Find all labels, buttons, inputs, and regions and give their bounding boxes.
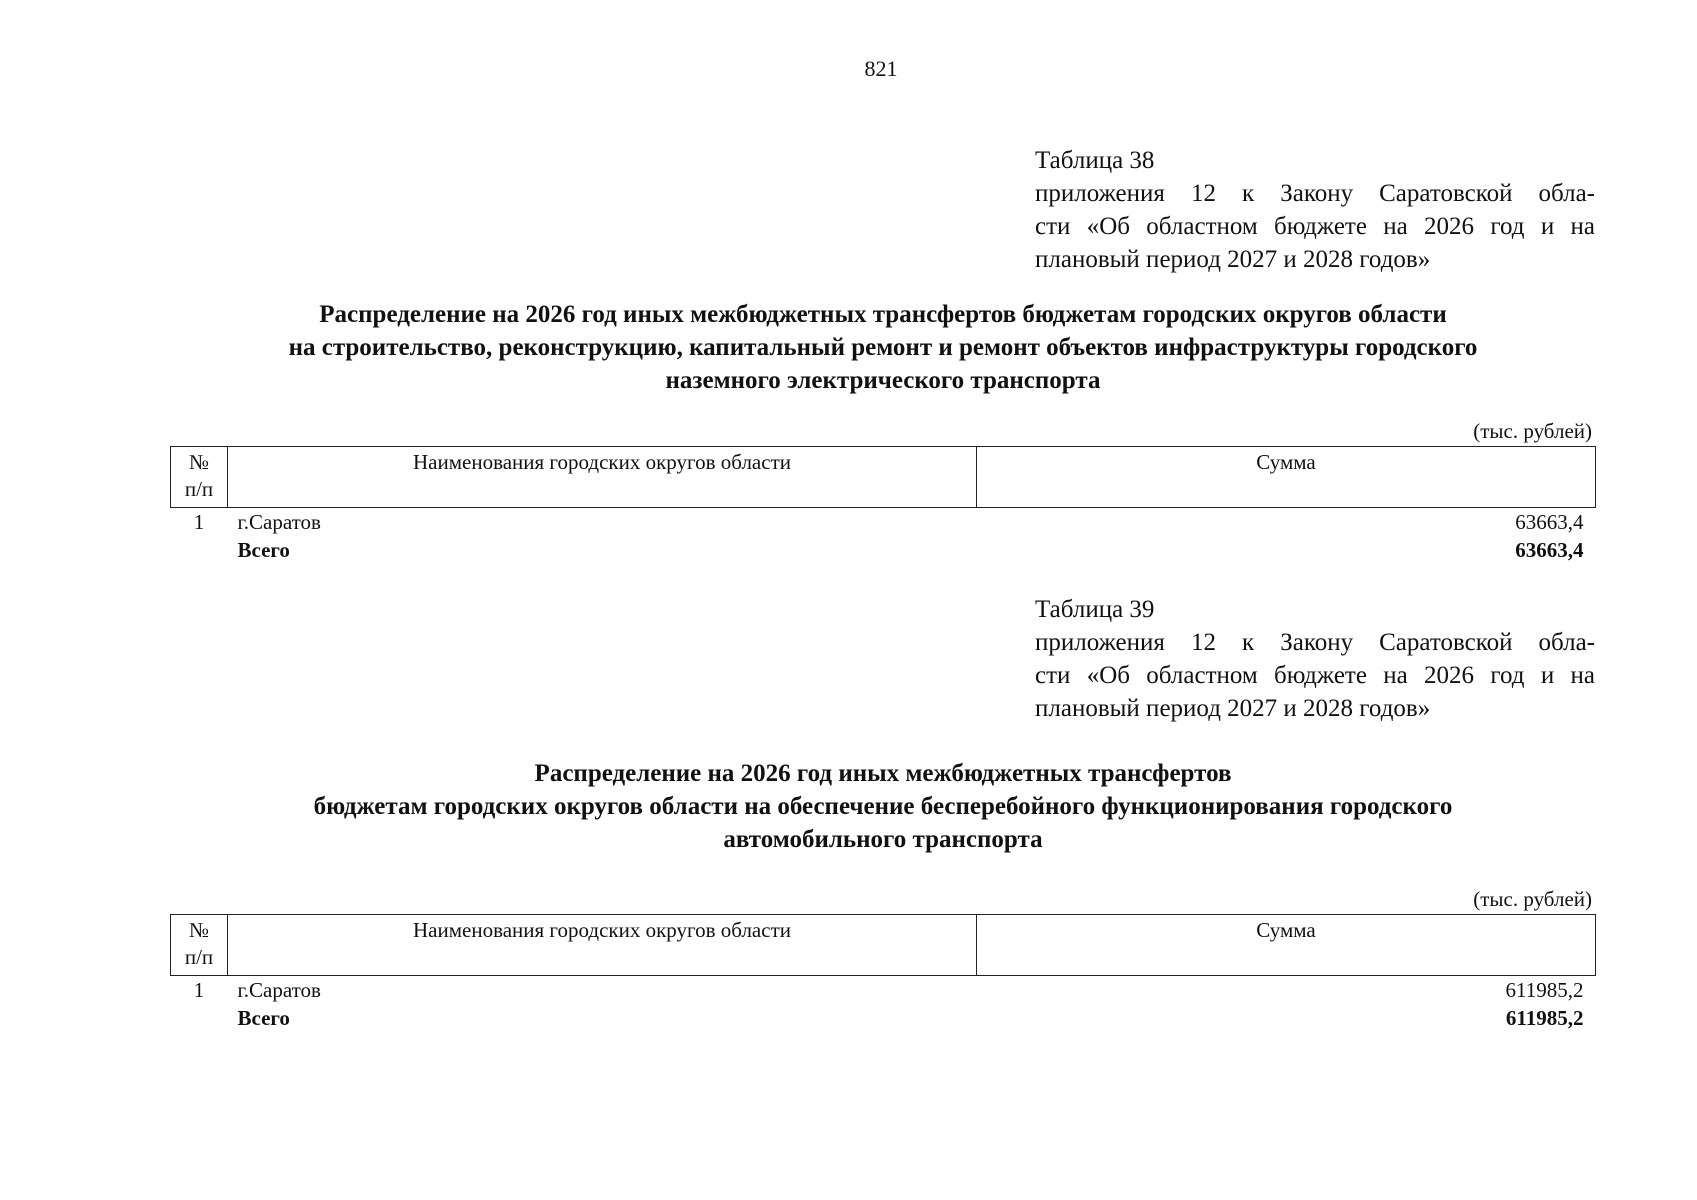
page-number: 821 xyxy=(864,56,898,81)
table-38-heading-line-1: Распределение на 2026 год иных межбюджетных трансфертов бюджетам городских округов области xyxy=(319,301,1447,328)
table-38 xyxy=(170,446,1596,564)
table-38-header-row xyxy=(171,447,1596,508)
column-header-number: № п/п xyxy=(171,915,228,976)
column-header-sum: Сумма xyxy=(977,447,1596,508)
table-39-heading-line-3: автомобильного транспорта xyxy=(723,826,1043,853)
total-sum: 63663,4 xyxy=(1515,538,1584,562)
row-sum: 611985,2 xyxy=(1505,978,1584,1002)
table-39-label: Таблица 39 xyxy=(1035,596,1155,623)
row-number: 1 xyxy=(193,510,205,534)
table-38-heading-line-2: на строительство, реконструкцию, капитальный ремонт и ремонт объектов инфраструктуры городского xyxy=(288,334,1478,361)
table-total-row xyxy=(171,536,1596,564)
total-number xyxy=(171,536,228,564)
table-39 xyxy=(170,914,1596,1032)
table-38-label: Таблица 38 xyxy=(1035,147,1155,174)
table-38-caption-line-3: плановый период 2027 и 2028 годов» xyxy=(1035,246,1431,273)
row-name: г.Саратов xyxy=(237,510,321,534)
table-38-heading xyxy=(170,298,1596,397)
table-39-heading-line-2: бюджетам городских округов области на обеспечение бесперебойного функционирования городского xyxy=(313,793,1453,820)
row-sum: 63663,4 xyxy=(1515,510,1584,534)
table-38-caption-line-2: сти «Об областном бюджете на 2026 год и на xyxy=(1035,213,1595,240)
total-sum: 611985,2 xyxy=(1505,1006,1584,1030)
total-number xyxy=(171,1004,228,1032)
total-label: Всего xyxy=(237,538,290,562)
row-number: 1 xyxy=(193,978,205,1002)
table-38-unit: (тыс. рублей) xyxy=(1473,419,1592,443)
table-39-caption-line-2: сти «Об областном бюджете на 2026 год и на xyxy=(1035,662,1595,689)
table-row xyxy=(171,508,1596,537)
table-38-caption-line-1: приложения 12 к Закону Саратовской обла- xyxy=(1035,180,1595,207)
table-39-heading-line-1: Распределение на 2026 год иных межбюджетных трансфертов xyxy=(534,760,1232,787)
table-39-header-row xyxy=(171,915,1596,976)
table-39-caption xyxy=(1035,593,1595,725)
table-39-caption-line-3: плановый период 2027 и 2028 годов» xyxy=(1035,695,1431,722)
table-total-row xyxy=(171,1004,1596,1032)
table-39-caption-line-1: приложения 12 к Закону Саратовской обла- xyxy=(1035,629,1595,656)
column-header-number: № п/п xyxy=(171,447,228,508)
column-header-name: Наименования городских округов области xyxy=(228,915,977,976)
row-name: г.Саратов xyxy=(237,978,321,1002)
total-label: Всего xyxy=(237,1006,290,1030)
table-38-caption xyxy=(1035,144,1595,276)
table-39-unit: (тыс. рублей) xyxy=(1473,887,1592,911)
table-38-heading-line-3: наземного электрического транспорта xyxy=(665,367,1101,394)
table-39-heading xyxy=(170,757,1596,856)
column-header-name: Наименования городских округов области xyxy=(228,447,977,508)
column-header-sum: Сумма xyxy=(977,915,1596,976)
table-row xyxy=(171,976,1596,1005)
